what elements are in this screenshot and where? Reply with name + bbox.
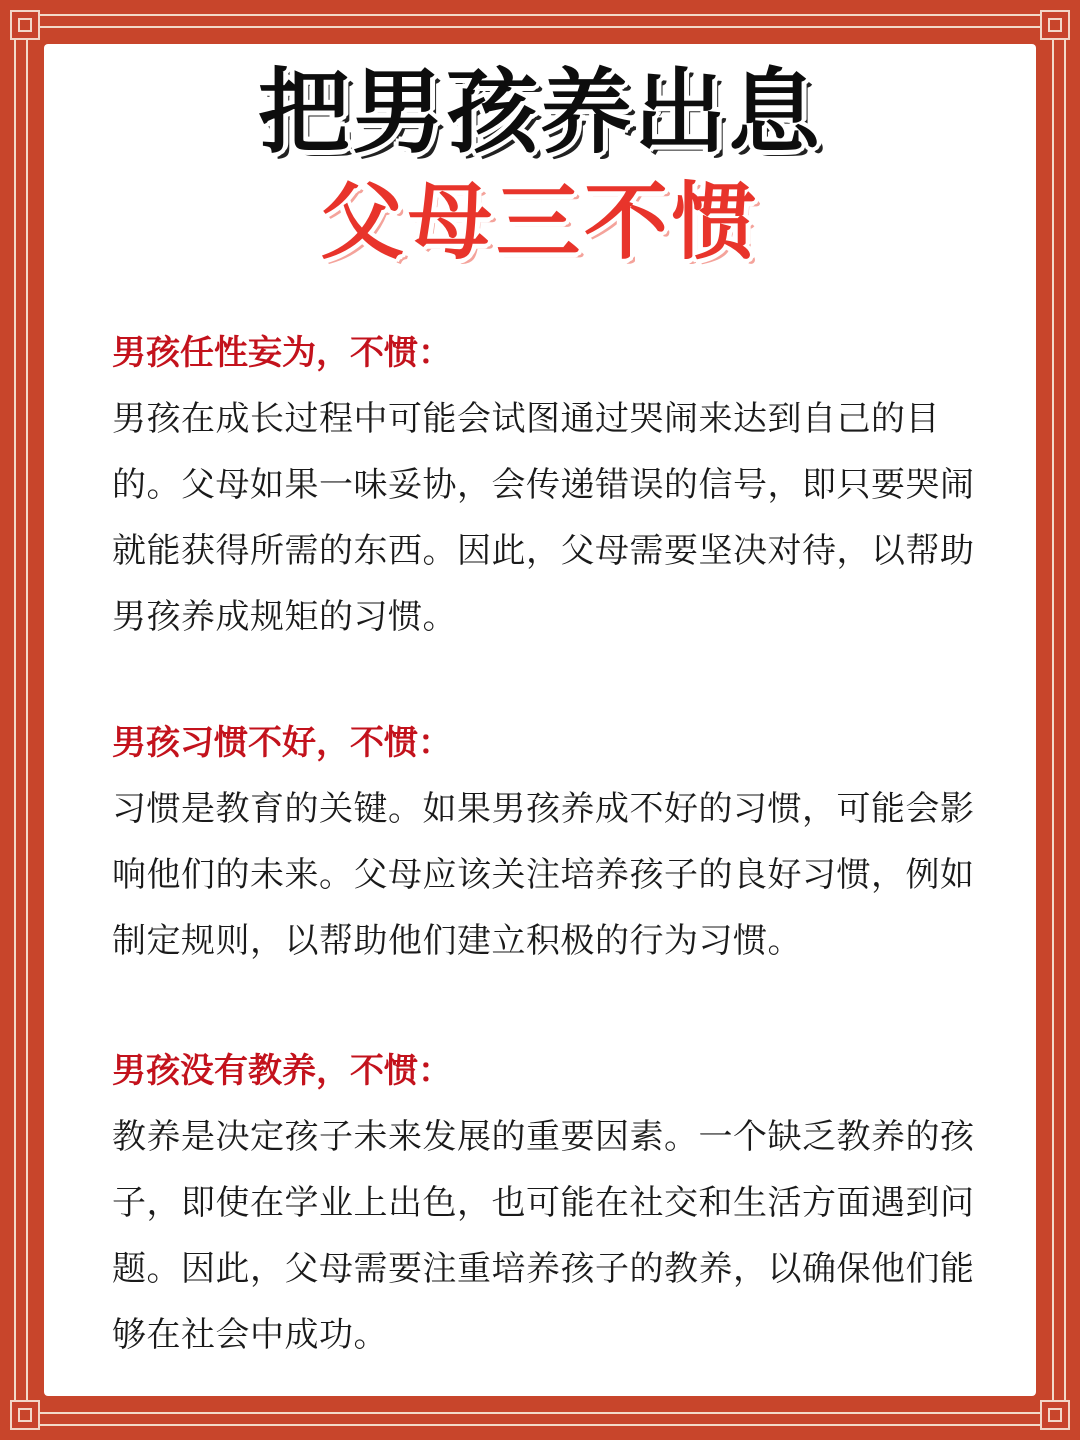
frame-corner-ornament — [1040, 1400, 1070, 1430]
section-3 — [112, 1046, 992, 1368]
section-body: 男孩在成长过程中可能会试图通过哭闹来达到自己的目的。父母如果一味妥协，会传递错误的信号，即只要哭闹就能获得所需的东西。因此，父母需要坚决对待，以帮助男孩养成规矩的习惯。 — [112, 399, 975, 637]
section-heading: 男孩没有教养，不惯： — [112, 1051, 452, 1091]
section-2 — [112, 718, 992, 974]
section-heading: 男孩任性妄为，不惯： — [112, 333, 452, 373]
section-body: 教养是决定孩子未来发展的重要因素。一个缺乏教养的孩子，即使在学业上出色，也可能在社交和生活方面遇到问题。因此，父母需要注重培养孩子的教养，以确保他们能够在社会中成功。 — [112, 1117, 975, 1355]
frame-corner-ornament — [10, 10, 40, 40]
frame-corner-ornament — [10, 1400, 40, 1430]
page-subtitle: 父母三不惯 — [319, 173, 760, 271]
page-title: 把男孩养出息 — [257, 59, 822, 166]
frame-corner-ornament — [1040, 10, 1070, 40]
section-heading: 男孩习惯不好，不惯： — [112, 723, 452, 763]
section-1 — [112, 328, 992, 650]
section-body: 习惯是教育的关键。如果男孩养成不好的习惯，可能会影响他们的未来。父母应该关注培养孩子的良好习惯，例如制定规则，以帮助他们建立积极的行为习惯。 — [112, 789, 975, 961]
